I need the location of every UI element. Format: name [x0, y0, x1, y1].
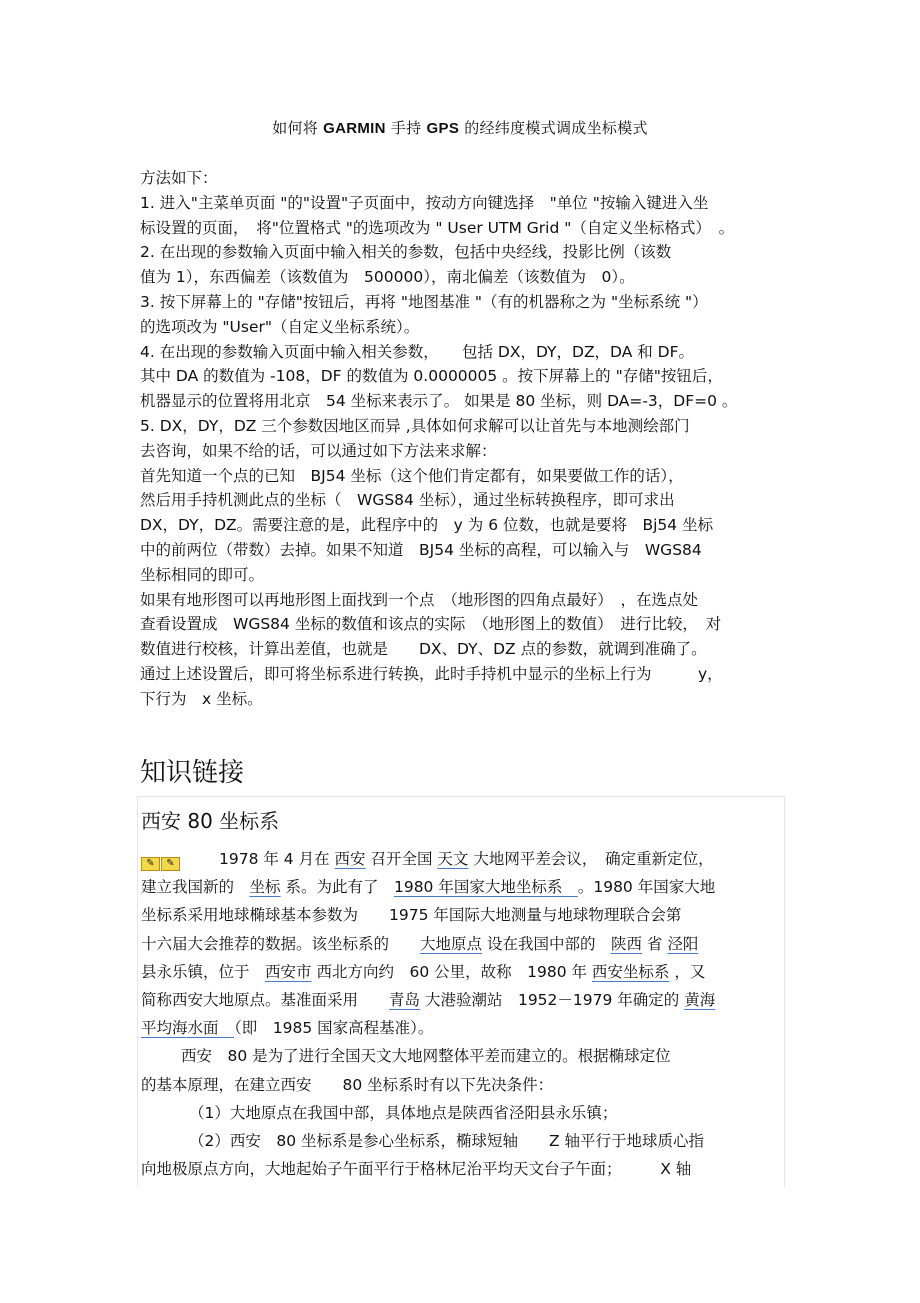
text-run: 西北方向约 60 公里，故称 1980 年	[311, 962, 592, 981]
box-line: 的基本原理，在建立西安 80 坐标系时有以下先决条件：	[141, 1075, 554, 1094]
text-run: 县永乐镇，位于	[141, 962, 266, 981]
body-line: 其中 DA 的数值为 -108，DF 的数值为 0.0000005 。按下屏幕上的 "存储"按钮后，	[140, 367, 723, 386]
text-run: 坐标系采用地球椭球基本参数为 1975 年国际大地测量与地球物理联合会第	[141, 906, 682, 925]
body-line: 的选项改为 "User"（自定义坐标系统）。	[140, 317, 420, 336]
body-line: 方法如下：	[140, 169, 218, 187]
text-run: 大地网平差会议， 确定重新定位，	[468, 850, 714, 868]
box-title: 西安 80 坐标系	[141, 809, 280, 833]
term-link[interactable]: 大地原点	[420, 934, 483, 953]
body-line: 去咨询，如果不给的话，可以通过如下方法来求解：	[140, 441, 497, 460]
term-link[interactable]: 坐标	[249, 878, 281, 897]
knowledge-box	[137, 796, 785, 1187]
box-line	[141, 1014, 781, 1042]
box-line: （2）西安 80 坐标系是参心坐标系，椭球短轴 Z 轴平行于地球质心指	[189, 1131, 705, 1150]
term-link[interactable]: 西安坐标系	[591, 962, 670, 981]
body-line: 1. 进入"主菜单页面 "的"设置"子页面中，按动方向键选择 "单位 "按输入键进入坐	[140, 193, 709, 212]
box-line	[141, 958, 781, 986]
term-link[interactable]: 陕西	[610, 934, 642, 953]
term-link[interactable]: 西安市	[265, 962, 312, 981]
body-line: 2. 在出现的参数输入页面中输入相关的参数，包括中央经线，投影比例（该数	[140, 243, 672, 262]
body-line: 然后用手持机测此点的坐标（ WGS84 坐标），通过坐标转换程序，即可求出	[140, 491, 675, 510]
edit-icon: ✎	[141, 857, 160, 871]
text-run: 省	[641, 934, 668, 953]
term-link[interactable]: 平均海水面	[141, 1019, 235, 1038]
box-line	[141, 845, 781, 873]
body-line: 4. 在出现的参数输入页面中输入相关参数， 包括 DX，DY，DZ，DA 和 DF。	[140, 342, 695, 361]
body-line: 5. DX，DY，DZ 三个参数因地区而异 ,具体如何求解可以让首先与本地测绘部门	[140, 416, 690, 435]
body-line: DX，DY，DZ。需要注意的是，此程序中的 y 为 6 位数，也就是要将 Bj54 坐标	[140, 516, 714, 535]
edit-badge[interactable]	[141, 847, 181, 875]
text-run: 十六届大会推荐的数据。该坐标系的	[141, 934, 421, 953]
box-line: （1）大地原点在我国中部，具体地点是陕西省泾阳县永乐镇；	[189, 1103, 618, 1122]
text-run: ，又	[669, 962, 706, 981]
box-line: 向地极原点方向，大地起始子午面平行于格林尼治平均天文台子午面； X 轴	[141, 1160, 692, 1179]
text-run: 召开全国	[365, 850, 438, 868]
box-line	[141, 901, 781, 929]
term-link[interactable]: 黄海	[684, 990, 716, 1009]
body-line: 中的前两位（带数）去掉。如果不知道 BJ54 坐标的高程，可以输入与 WGS84	[140, 540, 702, 559]
title-part: 的经纬度模式调成坐标模式	[459, 119, 648, 137]
box-line: 西安 80 是为了进行全国天文大地网整体平差而建立的。根据椭球定位	[181, 1047, 671, 1066]
body-line: 首先知道一个点的已知 BJ54 坐标（这个他们肯定都有，如果要做工作的话），	[140, 466, 684, 485]
knowledge-heading: 知识链接	[140, 758, 245, 788]
term-link[interactable]: 青岛	[389, 990, 421, 1009]
edit-icon: ✎	[161, 857, 180, 871]
method-body	[140, 166, 785, 712]
title-part: GARMIN	[323, 120, 386, 137]
text-run: 建立我国新的	[141, 878, 250, 897]
box-line	[141, 873, 781, 901]
title-part: 手持	[385, 119, 427, 137]
box-line	[141, 986, 781, 1014]
body-line: 查看设置成 WGS84 坐标的数值和该点的实际 （地形图上的数值） 进行比较， 对	[140, 615, 722, 634]
body-line: 坐标相同的即可。	[140, 565, 265, 584]
box-body	[141, 845, 781, 1183]
title-part: GPS	[426, 120, 460, 137]
text-run: 设在我国中部的	[482, 934, 611, 953]
text-run: 系。为此有了	[280, 878, 394, 897]
body-line: 机器显示的位置将用北京 54 坐标来表示了。 如果是 80 坐标，则 DA=-3，DF=0 。	[140, 392, 738, 411]
term-link[interactable]: 天文	[437, 850, 469, 868]
body-line: 3. 按下屏幕上的 "存储"按钮后，再将 "地图基准 "（有的机器称之为 "坐标系统 "）	[140, 292, 708, 311]
text-run: 。1980 年国家大地	[577, 878, 716, 897]
body-line: 下行为 x 坐标。	[140, 689, 263, 708]
body-line: 通过上述设置后，即可将坐标系进行转换，此时手持机中显示的坐标上行为 y，	[140, 664, 723, 683]
term-link[interactable]: 西安	[334, 850, 366, 868]
term-link[interactable]: 1980 年国家大地坐标系	[393, 878, 578, 897]
term-link[interactable]: 泾阳	[667, 934, 699, 953]
box-line	[141, 930, 781, 958]
body-line: 标设置的页面， 将"位置格式 "的选项改为 " User UTM Grid "（自定义坐标格式） 。	[140, 218, 735, 237]
body-line: 如果有地形图可以再地形图上面找到一个点 （地形图的四角点最好） ，在选点处	[140, 590, 699, 609]
text-run: 1978 年 4 月在	[219, 850, 335, 868]
title-part: 如何将	[272, 119, 324, 137]
text-run: 简称西安大地原点。基准面采用	[141, 990, 390, 1009]
text-run: （即 1985 国家高程基准）。	[234, 1019, 434, 1038]
document-title	[0, 117, 920, 138]
body-line: 值为 1），东西偏差（该数值为 500000），南北偏差（该数值为 0）。	[140, 268, 635, 287]
body-line: 数值进行校核，计算出差值，也就是 DX、DY、DZ 点的参数，就调到准确了。	[140, 640, 707, 659]
text-run: 大港验潮站 1952－1979 年确定的	[420, 990, 685, 1009]
